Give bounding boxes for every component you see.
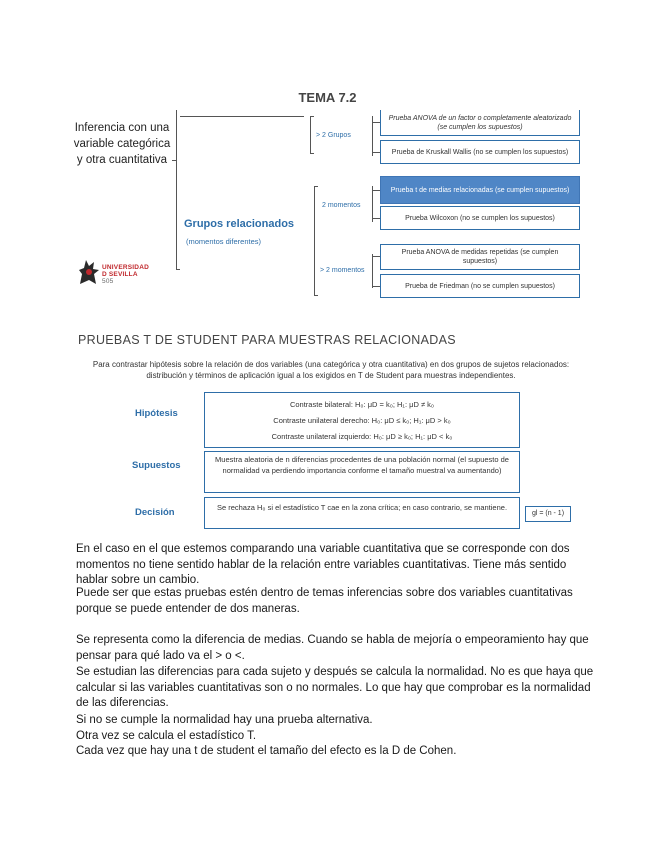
- decision-frame: Se rechaza H₀ si el estadístico T cae en la zona crítica; en caso contrario, se mantiene.: [204, 497, 520, 529]
- branch-bracket-1-bottom: [310, 153, 314, 154]
- branch-bracket-1-top: [310, 116, 314, 117]
- branch-bracket-2-top: [314, 186, 318, 187]
- test-box-kruskal-wallis: Prueba de Kruskall Wallis (no se cumplen los supuestos): [380, 140, 580, 164]
- hypothesis-right: Contraste unilateral derecho: H₀: μD ≤ k₀; H₁: μD > k₀: [273, 416, 451, 425]
- body-paragraph-6: Otra vez se calcula el estadístico T.: [76, 730, 257, 742]
- sub-bracket-3-tick-b: [372, 286, 380, 287]
- supuestos-frame: Muestra aleatoria de n diferencias procedentes de una población normal (el supuesto de normalidad va perdiendo importancia conforme el tamaño muestral va aumentando): [204, 451, 520, 493]
- branch-label-groups: > 2 Grupos: [316, 132, 351, 139]
- body-paragraph-2: Puede ser que estas pruebas estén dentro de temas inferencias sobre dos variables cuantitativas porque se puede entender de dos maneras.: [76, 587, 573, 615]
- body-paragraph-7: Cada vez que hay una t de student el tamaño del efecto es la D de Cohen.: [76, 745, 457, 757]
- logo-text-line-3: 505: [102, 278, 114, 285]
- sub-bracket-2-tick-b: [372, 218, 380, 219]
- group-sublabel: (momentos diferentes): [186, 237, 262, 246]
- section-heading: PRUEBAS T DE STUDENT PARA MUESTRAS RELACIONADAS: [78, 333, 456, 347]
- body-paragraph-5: Si no se cumple la normalidad hay una prueba alternativa.: [76, 714, 373, 726]
- body-paragraph-3: Se representa como la diferencia de medias. Cuando se habla de mejoría o empeoramiento hay que pensar para qué lado va el > o <.: [76, 634, 589, 662]
- page-title: TEMA 7.2: [298, 90, 357, 105]
- group-label: Grupos relacionados: [184, 218, 295, 230]
- hypothesis-bilateral: Contraste bilateral: H₀: μD = k₀; H₁: μD ≠ k₀: [289, 400, 435, 409]
- test-box-t-related: Prueba t de medias relacionadas (se cumplen supuestos): [380, 176, 580, 204]
- test-box-friedman: Prueba de Friedman (no se cumplen supuestos): [380, 274, 580, 298]
- row-label-supuestos: Supuestos: [132, 460, 181, 471]
- sub-bracket-3: [372, 254, 373, 288]
- section-intro: Para contrastar hipótesis sobre la relación de dos variables (una categórica y otra cuantitativa) en dos grupos de sujetos relacionados: distribución y términos de aplicación igual a los exigidos en T de Student para muestras independientes.: [92, 360, 570, 380]
- sub-bracket-3-tick-a: [372, 256, 380, 257]
- sub-bracket-2-tick-a: [372, 190, 380, 191]
- university-seal-icon: [76, 256, 102, 288]
- branch-bracket-2-bottom: [314, 295, 318, 296]
- test-box-anova-one-factor: Prueba ANOVA de un factor o completamente aleatorizado (se cumplen los supuestos): [380, 110, 580, 136]
- main-bracket-tick: [172, 160, 177, 161]
- row-label-hipotesis: Hipótesis: [135, 408, 178, 419]
- main-bracket-bottom: [176, 269, 180, 270]
- sub-bracket-1-tick-b: [372, 152, 380, 153]
- connector-line: [180, 116, 304, 117]
- sub-bracket-2: [372, 186, 373, 222]
- body-paragraph-1: En el caso en el que estemos comparando una variable cuantitativa que se corresponde con dos momentos no tiene sentido hablar de la relación entre variables cuantitativas. Tiene más sentido hablar sobre un cambio.: [76, 543, 570, 586]
- logo-text-line-2: D SEVILLA: [102, 271, 138, 278]
- main-bracket-line: [176, 110, 177, 270]
- university-logo: [76, 256, 166, 290]
- body-paragraph-4: Se estudian las diferencias para cada sujeto y después se calcula la normalidad. No es que haya que calcular si las variables cuantitativas son o no normales. Lo que hay que comprobar es la normalidad de las diferencias.: [76, 666, 594, 709]
- inference-diagram: [72, 106, 592, 306]
- test-box-anova-repeated: Prueba ANOVA de medidas repetidas (se cumplen supuestos): [380, 244, 580, 270]
- logo-text-line-1: UNIVERSIDAD: [102, 264, 149, 271]
- hypothesis-left: Contraste unilateral izquierdo: H₀: μD ≥ k₀; H₁: μD < k₀: [271, 432, 453, 441]
- branch-label-more-moments: > 2 momentos: [320, 267, 365, 274]
- diagram-main-label: Inferencia con una variable categórica y otra cuantitativa: [73, 122, 171, 166]
- branch-bracket-1: [310, 116, 311, 154]
- hipotesis-frame: [204, 392, 520, 448]
- branch-label-2-moments: 2 momentos: [322, 202, 361, 209]
- degrees-freedom-box: gl = (n - 1): [525, 506, 571, 522]
- branch-bracket-2: [314, 186, 315, 296]
- row-label-decision: Decisión: [135, 507, 175, 518]
- test-box-wilcoxon: Prueba Wilcoxon (no se cumplen los supuestos): [380, 206, 580, 230]
- sub-bracket-1-tick-a: [372, 122, 380, 123]
